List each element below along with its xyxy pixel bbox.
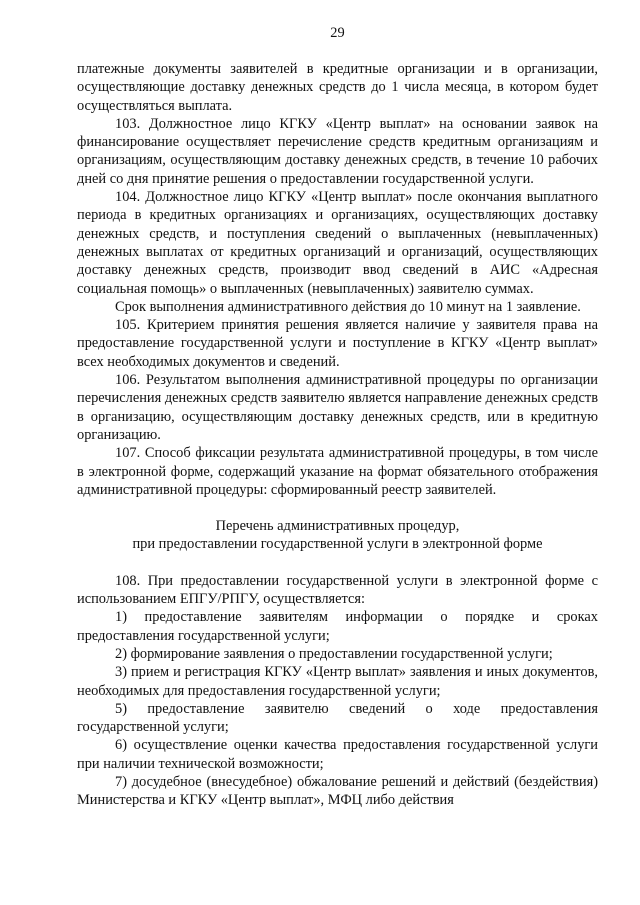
heading-line-1: Перечень административных процедур, (215, 518, 460, 535)
paragraph-105: 105. Критерием принятия решения является наличие у заявителя права на предоставление государственной услуги и поступление в КГКУ «Центр выплат» всех необходимых документов и сведений. (77, 317, 598, 370)
list-item-1: 1) предоставление заявителям информации о порядке и сроках предоставления государственной услуги; (77, 609, 598, 644)
section-heading (77, 517, 598, 554)
paragraph: платежные документы заявителей в кредитные организации и в организации, осуществляющие доставку денежных средств до 1 числа месяца, в котором будет осуществляться выплата. (77, 61, 598, 114)
list-item-7: 7) досудебное (внесудебное) обжалование решений и действий (бездействия) Министерства и КГКУ «Центр выплат», МФЦ либо действия (77, 773, 598, 809)
paragraph-106: 106. Результатом выполнения административной процедуры по организации перечисления денежных средств заявителю является направление денежных средств в организацию, осуществляющим доставку денежных средств, или в кредитную организацию. (77, 372, 598, 443)
document-page (77, 24, 598, 810)
list-item-2: 2) формирование заявления о предоставлении государственной услуги; (115, 645, 553, 662)
paragraph-108: 108. При предоставлении государственной услуги в электронной форме с использованием ЕПГУ/РПГУ, осуществляется: (77, 572, 598, 608)
list-item-5: 5) предоставление заявителю сведений о ходе предоставления государственной услуги; (77, 700, 598, 736)
paragraph-107: 107. Способ фиксации результата административной процедуры, в том числе в электронной форме, содержащий указание на формат обязательного отображения административной процедуры: сформированный реестр заявителей. (77, 445, 598, 498)
section-after (77, 572, 598, 810)
paragraph-104: 104. Должностное лицо КГКУ «Центр выплат» после окончания выплатного периода в кредитных организациях и организациях, осуществляющих доставку денежных средств, и поступления сведений о выплаченных (невыплаченных) денежных выплатах от кредитных организаций и организаций, осуществляющих доставку денежных средств, производит ввод сведений в АИС «Адресная социальная помощь» о выплаченных (невыплаченных) заявителю суммах. (77, 189, 598, 297)
list-item-3: 3) прием и регистрация КГКУ «Центр выплат» заявления и иных документов, необходимых для предоставления государственной услуги; (77, 664, 598, 699)
page-number: 29 (330, 25, 345, 41)
paragraph-103: 103. Должностное лицо КГКУ «Центр выплат» на основании заявок на финансирование осуществляет перечисление средств кредитным организациям и организациям, осуществляющим доставку денежных средств, в течение 10 рабочих дней со дня принятие решения о предоставлении государственной услуги. (77, 115, 598, 187)
heading-line-2: при предоставлении государственной услуги в электронной форме (132, 536, 543, 553)
paragraph-deadline: Срок выполнения административного действия до 10 минут на 1 заявление. (115, 298, 581, 315)
section-before (77, 60, 598, 499)
list-item-6: 6) осуществление оценки качества предоставления государственной услуги при наличии технической возможности; (77, 737, 598, 772)
